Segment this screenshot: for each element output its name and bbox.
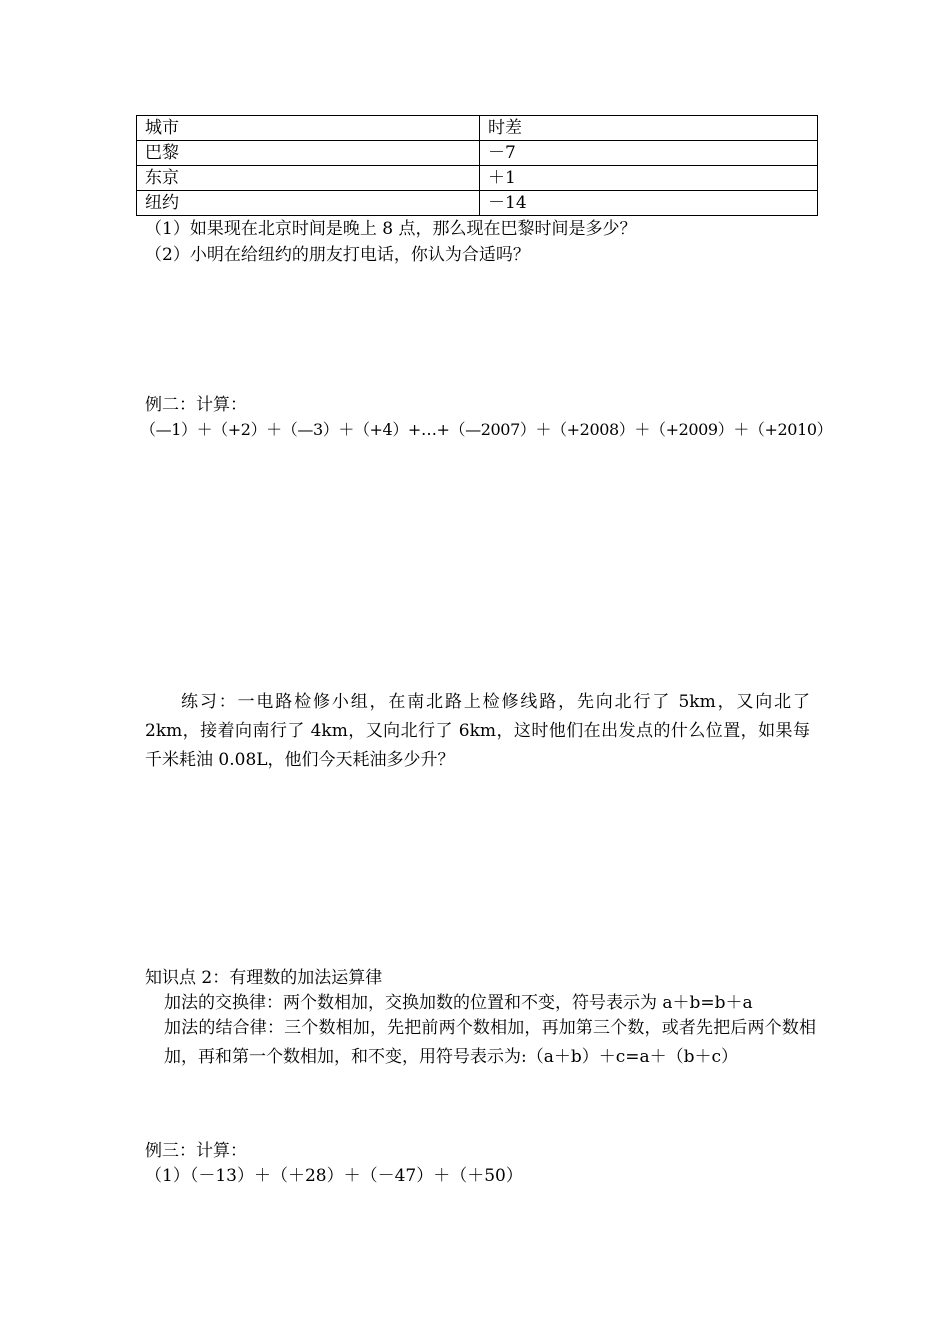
table-cell-city: 巴黎 — [137, 141, 480, 166]
commutative-law: 加法的交换律：两个数相加，交换加数的位置和不变，符号表示为 a＋b=b＋a — [164, 993, 753, 1013]
question-2: （2）小明在给纽约的朋友打电话，你认为合适吗？ — [145, 245, 530, 265]
associative-law: 加法的结合律：三个数相加，先把前两个数相加，再加第三个数，或者先把后两个数相加，再和第一个数相加，和不变，用符号表示为:（a＋b）＋c=a＋（b＋c） — [164, 1018, 816, 1067]
table-row — [137, 191, 818, 216]
table-cell-diff: ＋1 — [480, 166, 818, 191]
example3-item-1: （1）（－13）＋（＋28）＋（－47）＋（＋50） — [145, 1166, 523, 1186]
table-row — [137, 141, 818, 166]
knowledge2-title: 知识点 2：有理数的加法运算律 — [145, 968, 383, 988]
table-header-city: 城市 — [137, 116, 480, 141]
table-row — [137, 166, 818, 191]
table-header-row — [137, 116, 818, 141]
table-cell-diff: －14 — [480, 191, 818, 216]
example2-title: 例二：计算： — [145, 395, 247, 415]
question-1: （1）如果现在北京时间是晚上 8 点，那么现在巴黎时间是多少？ — [145, 219, 637, 239]
table-header-diff: 时差 — [480, 116, 818, 141]
example2-expression: （—1）＋（+2）＋（—3）＋（+4）+…+（—2007）＋（+2008）＋（+2009）＋（+2010） — [140, 420, 833, 439]
table-cell-city: 纽约 — [137, 191, 480, 216]
table-cell-city: 东京 — [137, 166, 480, 191]
time-difference-table — [136, 115, 818, 216]
example3-title: 例三：计算： — [145, 1141, 247, 1161]
exercise-text: 练习：一电路检修小组，在南北路上检修线路，先向北行了 5km，又向北了 2km，接着向南行了 4km，又向北行了 6km，这时他们在出发点的什么位置，如果每千米耗油 0.08L，他们今天耗油多少升？ — [145, 692, 810, 770]
table-cell-diff: －7 — [480, 141, 818, 166]
